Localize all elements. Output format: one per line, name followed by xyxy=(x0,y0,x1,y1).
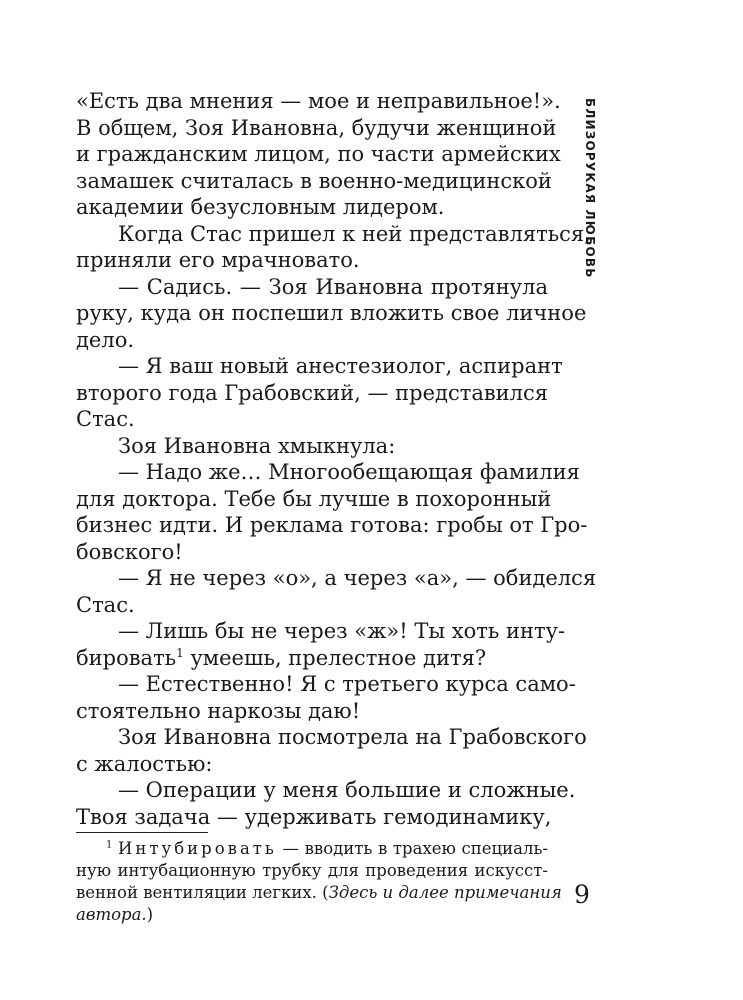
text-line: — Я не через «о», а через «а», — обиделся xyxy=(118,566,597,590)
footnote-text: — вводить в трахею специаль- xyxy=(276,839,548,858)
footnote-line xyxy=(76,838,548,860)
text-line: руку, куда он поспешил вложить свое личное xyxy=(76,301,587,325)
footnote-line: ную интубационную трубку для проведения искусст- xyxy=(76,861,548,880)
footnote-line xyxy=(76,904,548,926)
text-line: Зоя Ивановна хмыкнула: xyxy=(118,433,396,458)
text-line: Твоя задача — удерживать гемодинамику, xyxy=(76,804,552,829)
footnote xyxy=(76,838,562,926)
page-number: 9 xyxy=(574,880,590,909)
text-line: — Операции у меня большие и сложные. xyxy=(118,778,576,802)
footnote-number: 1 xyxy=(106,839,113,851)
text-line xyxy=(76,645,548,672)
text-fragment: бировать xyxy=(76,645,177,670)
text-line: бовского! xyxy=(76,539,183,564)
text-line: и гражданским лицом, по части армейских xyxy=(76,142,561,166)
text-line: В общем, Зоя Ивановна, будучи женщиной xyxy=(76,115,557,140)
footnote-italic: Здесь и далее примечания xyxy=(328,883,562,902)
text-line: приняли его мрачновато. xyxy=(76,248,360,272)
text-line: для доктора. Тебе бы лучше в похоронный xyxy=(76,486,552,511)
footnote-text: венной вентиляции легких. ( xyxy=(76,883,329,902)
text-line: дело. xyxy=(76,327,135,352)
text-line: бизнес идти. И реклама готова: гробы от Гро- xyxy=(76,513,588,537)
text-fragment: умеешь, прелестное дитя? xyxy=(183,645,487,670)
footnote-text: ) xyxy=(146,905,154,924)
footnote-italic: автора. xyxy=(76,905,147,924)
text-line: — Естественно! Я с третьего курса само- xyxy=(118,672,576,696)
text-line: — Надо же… Многообещающая фамилия xyxy=(118,460,580,484)
footnote-line xyxy=(76,882,562,904)
text-line: академии безусловным лидером. xyxy=(76,195,445,219)
text-line: Стас. xyxy=(76,592,135,617)
text-line: стоятельно наркозы даю! xyxy=(76,698,361,723)
text-line: замашек считалась в военно-медицинской xyxy=(76,168,552,193)
text-line: Зоя Ивановна посмотрела на Грабовского xyxy=(118,725,587,749)
text-line: — Я ваш новый анестезиолог, аспирант xyxy=(118,354,563,378)
text-line: второго года Грабовский, — представился xyxy=(76,380,549,405)
footnote-term: Интубировать xyxy=(118,839,277,858)
text-line: — Садись. — Зоя Ивановна протянула xyxy=(118,274,548,299)
running-head: БЛИЗОРУКАЯ ЛЮБОВЬ xyxy=(583,98,597,279)
text-line: с жалостью: xyxy=(76,751,213,776)
footnote-marker: 1 xyxy=(176,645,184,660)
text-line: Стас. xyxy=(76,407,135,431)
text-line: Когда Стас пришел к ней представляться, xyxy=(118,221,591,246)
footnote-rule xyxy=(76,832,208,833)
text-line: — Лишь бы не через «ж»! Ты хоть инту- xyxy=(118,619,566,643)
text-line: «Есть два мнения — мое и неправильное!». xyxy=(76,89,561,113)
